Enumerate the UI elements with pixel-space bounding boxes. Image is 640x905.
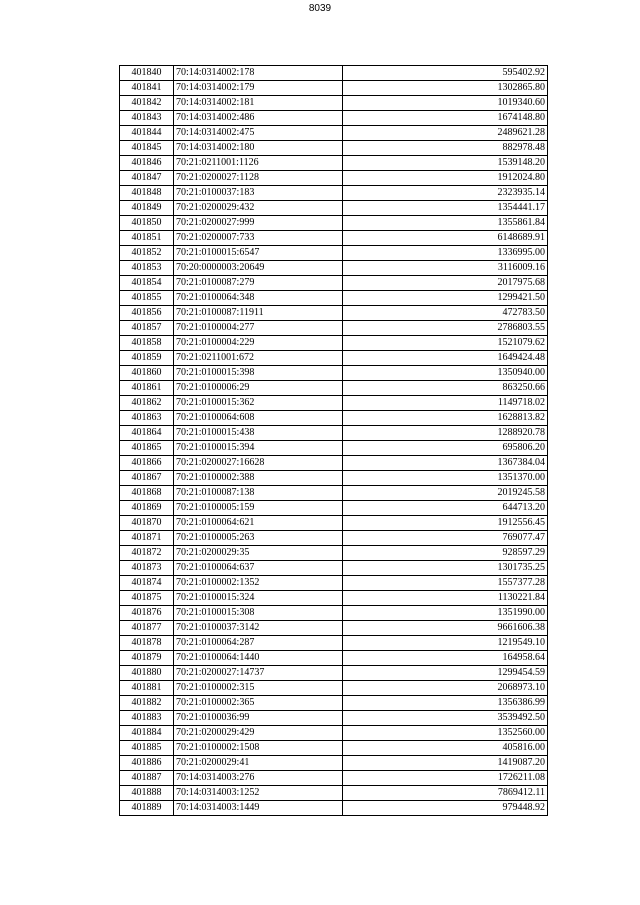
table-row [120, 276, 548, 291]
record-number-cell: 401843 [120, 111, 174, 126]
cadastral-number-cell: 70:14:0314003:276 [174, 771, 343, 786]
record-number-cell: 401863 [120, 411, 174, 426]
table-row [120, 576, 548, 591]
cadastral-number-cell: 70:21:0200027:16628 [174, 456, 343, 471]
cadastral-number-cell: 70:21:0100015:362 [174, 396, 343, 411]
value-cell: 595402.92 [343, 66, 548, 81]
table-row [120, 501, 548, 516]
value-cell: 2323935.14 [343, 186, 548, 201]
cadastral-number-cell: 70:21:0100064:348 [174, 291, 343, 306]
value-cell: 3116009.16 [343, 261, 548, 276]
record-number-cell: 401861 [120, 381, 174, 396]
table-row [120, 156, 548, 171]
table-row [120, 666, 548, 681]
table-row [120, 621, 548, 636]
table-row [120, 801, 548, 816]
record-number-cell: 401856 [120, 306, 174, 321]
registry-table [119, 65, 548, 816]
table-row [120, 186, 548, 201]
cadastral-number-cell: 70:14:0314002:486 [174, 111, 343, 126]
record-number-cell: 401860 [120, 366, 174, 381]
cadastral-number-cell: 70:21:0100005:263 [174, 531, 343, 546]
record-number-cell: 401855 [120, 291, 174, 306]
value-cell: 2786803.55 [343, 321, 548, 336]
table-row [120, 381, 548, 396]
cadastral-number-cell: 70:21:0200027:14737 [174, 666, 343, 681]
table-row [120, 246, 548, 261]
table-row [120, 591, 548, 606]
value-cell: 1539148.20 [343, 156, 548, 171]
record-number-cell: 401874 [120, 576, 174, 591]
value-cell: 6148689.91 [343, 231, 548, 246]
table-row [120, 711, 548, 726]
table-row [120, 441, 548, 456]
record-number-cell: 401841 [120, 81, 174, 96]
table-row [120, 96, 548, 111]
table-row [120, 771, 548, 786]
cadastral-number-cell: 70:21:0100015:324 [174, 591, 343, 606]
record-number-cell: 401880 [120, 666, 174, 681]
record-number-cell: 401842 [120, 96, 174, 111]
table-row [120, 546, 548, 561]
record-number-cell: 401872 [120, 546, 174, 561]
record-number-cell: 401887 [120, 771, 174, 786]
cadastral-number-cell: 70:21:0100015:394 [174, 441, 343, 456]
cadastral-number-cell: 70:14:0314002:181 [174, 96, 343, 111]
cadastral-number-cell: 70:21:0100005:159 [174, 501, 343, 516]
record-number-cell: 401851 [120, 231, 174, 246]
value-cell: 1912024.80 [343, 171, 548, 186]
record-number-cell: 401886 [120, 756, 174, 771]
cadastral-number-cell: 70:21:0200029:432 [174, 201, 343, 216]
table-row [120, 606, 548, 621]
record-number-cell: 401858 [120, 336, 174, 351]
value-cell: 1628813.82 [343, 411, 548, 426]
record-number-cell: 401879 [120, 651, 174, 666]
table-row [120, 336, 548, 351]
record-number-cell: 401854 [120, 276, 174, 291]
cadastral-number-cell: 70:21:0200027:1128 [174, 171, 343, 186]
record-number-cell: 401869 [120, 501, 174, 516]
table-row [120, 201, 548, 216]
record-number-cell: 401846 [120, 156, 174, 171]
cadastral-number-cell: 70:21:0200029:35 [174, 546, 343, 561]
table-row [120, 321, 548, 336]
record-number-cell: 401889 [120, 801, 174, 816]
record-number-cell: 401883 [120, 711, 174, 726]
cadastral-number-cell: 70:21:0100006:29 [174, 381, 343, 396]
record-number-cell: 401888 [120, 786, 174, 801]
record-number-cell: 401853 [120, 261, 174, 276]
value-cell: 2017975.68 [343, 276, 548, 291]
value-cell: 1130221.84 [343, 591, 548, 606]
record-number-cell: 401885 [120, 741, 174, 756]
table-row [120, 111, 548, 126]
value-cell: 164958.64 [343, 651, 548, 666]
table-row [120, 741, 548, 756]
cadastral-number-cell: 70:14:0314002:180 [174, 141, 343, 156]
value-cell: 1726211.08 [343, 771, 548, 786]
value-cell: 472783.50 [343, 306, 548, 321]
table-row [120, 426, 548, 441]
record-number-cell: 401877 [120, 621, 174, 636]
cadastral-number-cell: 70:21:0100037:183 [174, 186, 343, 201]
record-number-cell: 401873 [120, 561, 174, 576]
record-number-cell: 401870 [120, 516, 174, 531]
value-cell: 882978.48 [343, 141, 548, 156]
cadastral-number-cell: 70:21:0100087:279 [174, 276, 343, 291]
cadastral-number-cell: 70:21:0100064:637 [174, 561, 343, 576]
value-cell: 2068973.10 [343, 681, 548, 696]
table-row [120, 681, 548, 696]
record-number-cell: 401871 [120, 531, 174, 546]
record-number-cell: 401882 [120, 696, 174, 711]
record-number-cell: 401859 [120, 351, 174, 366]
table-row [120, 216, 548, 231]
value-cell: 9661606.38 [343, 621, 548, 636]
record-number-cell: 401844 [120, 126, 174, 141]
value-cell: 1299421.50 [343, 291, 548, 306]
table-row [120, 291, 548, 306]
value-cell: 1367384.04 [343, 456, 548, 471]
cadastral-number-cell: 70:14:0314003:1449 [174, 801, 343, 816]
table-row [120, 81, 548, 96]
cadastral-number-cell: 70:21:0100064:1440 [174, 651, 343, 666]
value-cell: 1219549.10 [343, 636, 548, 651]
value-cell: 3539492.50 [343, 711, 548, 726]
cadastral-number-cell: 70:21:0211001:672 [174, 351, 343, 366]
cadastral-number-cell: 70:21:0100015:6547 [174, 246, 343, 261]
cadastral-number-cell: 70:21:0100004:229 [174, 336, 343, 351]
table-row [120, 261, 548, 276]
cadastral-number-cell: 70:21:0100015:438 [174, 426, 343, 441]
value-cell: 644713.20 [343, 501, 548, 516]
cadastral-number-cell: 70:21:0100002:365 [174, 696, 343, 711]
value-cell: 2019245.58 [343, 486, 548, 501]
value-cell: 1301735.25 [343, 561, 548, 576]
value-cell: 928597.29 [343, 546, 548, 561]
table-row [120, 366, 548, 381]
record-number-cell: 401848 [120, 186, 174, 201]
table-row [120, 786, 548, 801]
record-number-cell: 401849 [120, 201, 174, 216]
table-row [120, 471, 548, 486]
record-number-cell: 401878 [120, 636, 174, 651]
table-row [120, 516, 548, 531]
cadastral-number-cell: 70:21:0100002:315 [174, 681, 343, 696]
cadastral-number-cell: 70:21:0100087:138 [174, 486, 343, 501]
cadastral-number-cell: 70:21:0100004:277 [174, 321, 343, 336]
record-number-cell: 401881 [120, 681, 174, 696]
table-row [120, 756, 548, 771]
record-number-cell: 401840 [120, 66, 174, 81]
record-number-cell: 401850 [120, 216, 174, 231]
cadastral-number-cell: 70:21:0100037:3142 [174, 621, 343, 636]
value-cell: 7869412.11 [343, 786, 548, 801]
cadastral-number-cell: 70:21:0200029:41 [174, 756, 343, 771]
value-cell: 1557377.28 [343, 576, 548, 591]
record-number-cell: 401868 [120, 486, 174, 501]
cadastral-number-cell: 70:21:0100002:388 [174, 471, 343, 486]
cadastral-number-cell: 70:21:0100036:99 [174, 711, 343, 726]
table-row [120, 651, 548, 666]
record-number-cell: 401884 [120, 726, 174, 741]
cadastral-number-cell: 70:21:0211001:1126 [174, 156, 343, 171]
cadastral-number-cell: 70:21:0100087:11911 [174, 306, 343, 321]
registry-table-body [120, 66, 548, 816]
record-number-cell: 401864 [120, 426, 174, 441]
cadastral-number-cell: 70:21:0200007:733 [174, 231, 343, 246]
value-cell: 1019340.60 [343, 96, 548, 111]
value-cell: 1356386.99 [343, 696, 548, 711]
cadastral-number-cell: 70:21:0100002:1508 [174, 741, 343, 756]
cadastral-number-cell: 70:14:0314002:179 [174, 81, 343, 96]
cadastral-number-cell: 70:21:0100015:398 [174, 366, 343, 381]
table-row [120, 411, 548, 426]
table-row [120, 531, 548, 546]
value-cell: 1355861.84 [343, 216, 548, 231]
table-row [120, 636, 548, 651]
value-cell: 405816.00 [343, 741, 548, 756]
record-number-cell: 401865 [120, 441, 174, 456]
table-row [120, 171, 548, 186]
value-cell: 979448.92 [343, 801, 548, 816]
record-number-cell: 401857 [120, 321, 174, 336]
record-number-cell: 401876 [120, 606, 174, 621]
value-cell: 1351370.00 [343, 471, 548, 486]
record-number-cell: 401862 [120, 396, 174, 411]
value-cell: 1912556.45 [343, 516, 548, 531]
cadastral-number-cell: 70:21:0100064:608 [174, 411, 343, 426]
record-number-cell: 401852 [120, 246, 174, 261]
record-number-cell: 401866 [120, 456, 174, 471]
value-cell: 1350940.00 [343, 366, 548, 381]
value-cell: 1302865.80 [343, 81, 548, 96]
cadastral-number-cell: 70:14:0314002:475 [174, 126, 343, 141]
value-cell: 1674148.80 [343, 111, 548, 126]
cadastral-number-cell: 70:21:0100064:287 [174, 636, 343, 651]
value-cell: 1288920.78 [343, 426, 548, 441]
table-row [120, 141, 548, 156]
table-row [120, 726, 548, 741]
value-cell: 1299454.59 [343, 666, 548, 681]
record-number-cell: 401875 [120, 591, 174, 606]
value-cell: 695806.20 [343, 441, 548, 456]
value-cell: 1336995.00 [343, 246, 548, 261]
page-number: 8039 [308, 3, 332, 14]
table-row [120, 231, 548, 246]
table-row [120, 66, 548, 81]
cadastral-number-cell: 70:21:0100064:621 [174, 516, 343, 531]
cadastral-number-cell: 70:14:0314003:1252 [174, 786, 343, 801]
table-row [120, 351, 548, 366]
record-number-cell: 401867 [120, 471, 174, 486]
table-row [120, 696, 548, 711]
table-row [120, 306, 548, 321]
value-cell: 2489621.28 [343, 126, 548, 141]
cadastral-number-cell: 70:14:0314002:178 [174, 66, 343, 81]
value-cell: 1419087.20 [343, 756, 548, 771]
table-row [120, 456, 548, 471]
value-cell: 1149718.02 [343, 396, 548, 411]
cadastral-number-cell: 70:21:0200029:429 [174, 726, 343, 741]
value-cell: 1354441.17 [343, 201, 548, 216]
value-cell: 1352560.00 [343, 726, 548, 741]
cadastral-number-cell: 70:20:0000003:20649 [174, 261, 343, 276]
cadastral-number-cell: 70:21:0200027:999 [174, 216, 343, 231]
value-cell: 1649424.48 [343, 351, 548, 366]
cadastral-number-cell: 70:21:0100015:308 [174, 606, 343, 621]
table-row [120, 126, 548, 141]
record-number-cell: 401847 [120, 171, 174, 186]
value-cell: 1351990.00 [343, 606, 548, 621]
cadastral-number-cell: 70:21:0100002:1352 [174, 576, 343, 591]
table-row [120, 561, 548, 576]
record-number-cell: 401845 [120, 141, 174, 156]
table-row [120, 486, 548, 501]
value-cell: 863250.66 [343, 381, 548, 396]
value-cell: 1521079.62 [343, 336, 548, 351]
table-row [120, 396, 548, 411]
value-cell: 769077.47 [343, 531, 548, 546]
